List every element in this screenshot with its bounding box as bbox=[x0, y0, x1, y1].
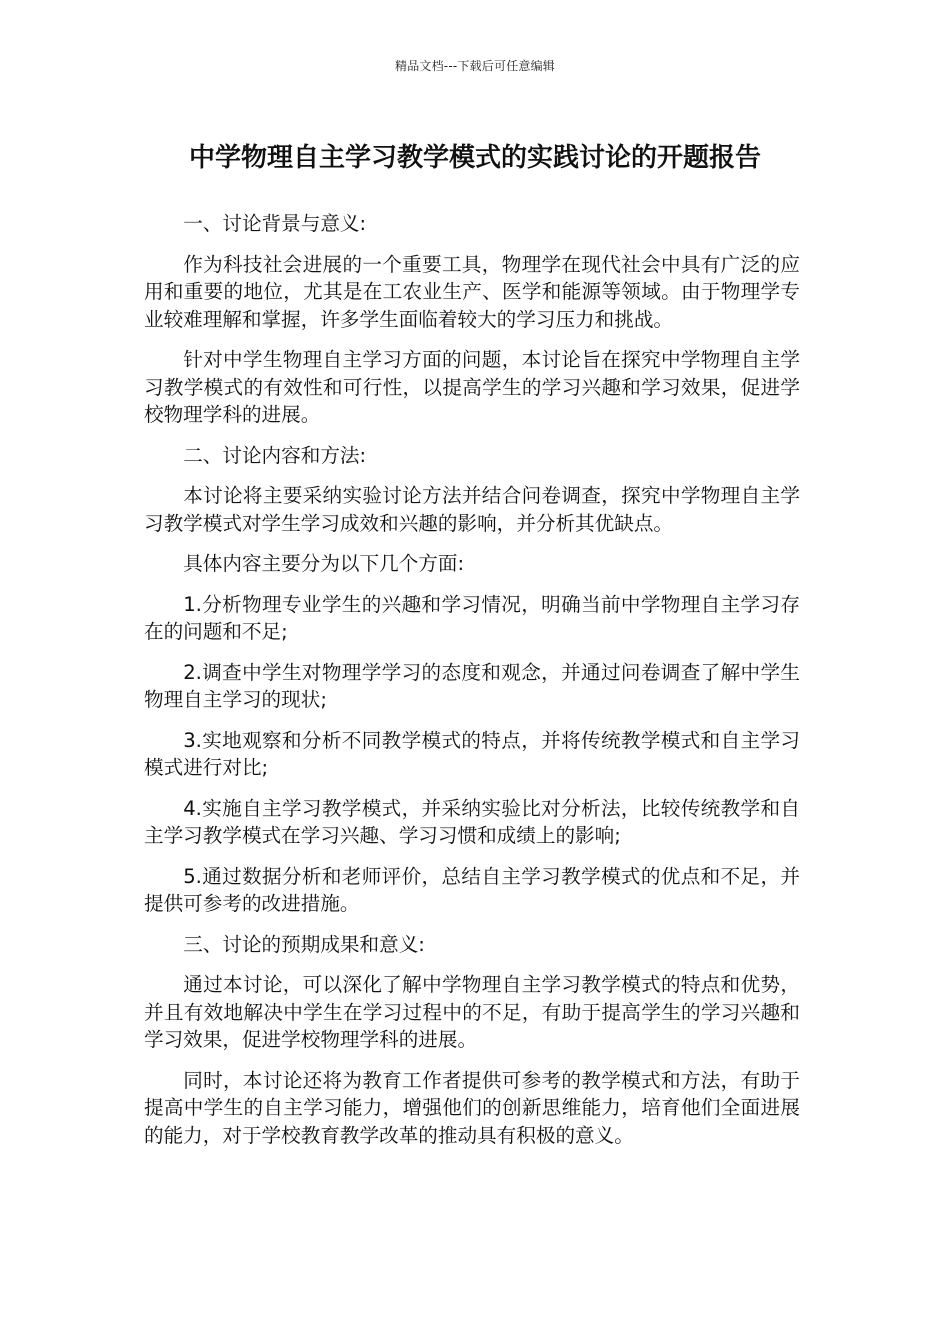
body-paragraph: 作为科技社会进展的一个重要工具，物理学在现代社会中具有广泛的应用和重要的地位，尤其是在工农业生产、医学和能源等领域。由于物理学专业较难理解和掌握，许多学生面临着较大的学习压力和挑战。 bbox=[144, 252, 800, 331]
document-body bbox=[144, 210, 800, 1162]
body-paragraph: 同时，本讨论还将为教育工作者提供可参考的教学模式和方法，有助于提高中学生的自主学习能力，增强他们的创新思维能力，培育他们全面进展的能力，对于学校教育教学改革的推动具有积极的意义。 bbox=[144, 1068, 800, 1147]
body-paragraph: 针对中学生物理自主学习方面的问题，本讨论旨在探究中学物理自主学习教学模式的有效性和可行性，以提高学生的学习兴趣和学习效果，促进学校物理学科的进展。 bbox=[144, 348, 800, 426]
list-item: 2.调查中学生对物理学学习的态度和观念，并通过问卷调查了解中学生物理自主学习的现状; bbox=[144, 660, 800, 711]
section-heading-outcomes: 三、讨论的预期成果和意义: bbox=[183, 932, 425, 956]
list-item: 4.实施自主学习教学模式，并采纳实验比对分析法，比较传统教学和自主学习教学模式在学习兴趣、学习习惯和成绩上的影响; bbox=[144, 796, 800, 847]
list-item: 5.通过数据分析和老师评价，总结自主学习教学模式的优点和不足，并提供可参考的改进措施。 bbox=[144, 864, 800, 915]
body-paragraph: 本讨论将主要采纳实验讨论方法并结合问卷调查，探究中学物理自主学习教学模式对学生学习成效和兴趣的影响，并分析其优缺点。 bbox=[144, 484, 800, 535]
header-note: 精品文档---下载后可任意编辑 bbox=[395, 59, 555, 73]
section-heading-background: 一、讨论背景与意义: bbox=[183, 212, 367, 235]
list-item: 3.实地观察和分析不同教学模式的特点，并将传统教学模式和自主学习模式进行对比; bbox=[144, 728, 800, 779]
body-paragraph: 具体内容主要分为以下几个方面: bbox=[183, 552, 465, 575]
document-title: 中学物理自主学习教学模式的实践讨论的开题报告 bbox=[188, 143, 761, 173]
list-item: 1.分析物理专业学生的兴趣和学习情况，明确当前中学物理自主学习存在的问题和不足; bbox=[144, 592, 800, 643]
section-heading-content-method: 二、讨论内容和方法: bbox=[183, 443, 367, 467]
body-paragraph: 通过本讨论，可以深化了解中学物理自主学习教学模式的特点和优势，并且有效地解决中学生在学习过程中的不足，有助于提高学生的学习兴趣和学习效果，促进学校物理学科的进展。 bbox=[144, 973, 800, 1051]
